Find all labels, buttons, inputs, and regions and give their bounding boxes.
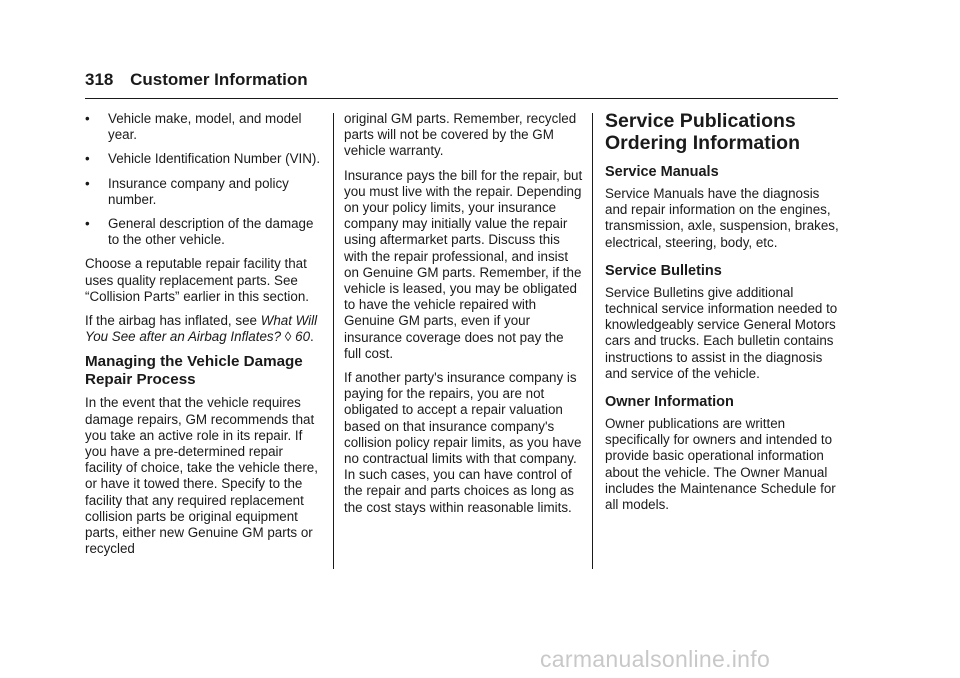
list-item: • Vehicle Identification Number (VIN). — [85, 151, 321, 167]
page-header — [85, 70, 308, 90]
paragraph: original GM parts. Remember, recycled parts will not be covered by the GM vehicle warranty. — [344, 111, 577, 159]
paragraph: Owner publications are written specifically for owners and intended to provide basic operational information about the vehicle. The Owner Manual includes the Maintenance Schedule for all models. — [605, 416, 836, 513]
column-divider — [592, 113, 593, 569]
watermark: carmanualsonline.info — [540, 646, 771, 672]
subsection-heading: Owner Information — [605, 394, 734, 411]
list-item: • Insurance company and policy number. — [85, 175, 289, 207]
bullet-marker: • — [85, 175, 90, 191]
column-2 — [344, 111, 584, 524]
subsection-heading: Service Manuals — [605, 164, 719, 180]
paragraph: If another party's insurance company is paying for the repairs, you are not obligated to accept a repair valuation based on that insurance company's collision policy repair limits, as you have no contractual limits with that company. In such cases, you can have control of the repair and parts choices as long as the cost stays within reasonable limits. — [344, 370, 582, 515]
bullet-marker: • — [85, 111, 90, 126]
paragraph: Insurance pays the bill for the repair, but you must live with the repair. Depending on your policy limits, your insurance company may initially value the repair using aftermarket parts. Discuss this with the repair professional, and insist on Genuine GM parts. Remember, if the vehicle is leased, you may be obligated to have the vehicle repaired with Genuine GM parts, even if your insurance coverage does not pay the full cost. — [344, 167, 583, 361]
column-divider — [333, 113, 334, 569]
column-1 — [85, 111, 323, 565]
bullet-marker: • — [85, 151, 90, 167]
page-number: 318 — [85, 70, 114, 89]
paragraph: Service Manuals have the diagnosis and repair information on the engines, transmission, axle, suspension, brakes, electrical, steering, body, etc. — [605, 186, 839, 250]
page-reference-icon: ◊ — [284, 329, 292, 345]
section-heading: Managing the Vehicle Damage Repair Process — [85, 353, 303, 389]
bullet-marker: • — [85, 216, 90, 232]
paragraph-airbag-reference: If the airbag has inflated, see What Will You See after an Airbag Inflates? ◊ 60. — [85, 313, 318, 345]
list-item: • General description of the damage to the other vehicle. — [85, 216, 314, 248]
header-rule — [85, 98, 838, 99]
paragraph: In the event that the vehicle requires damage repairs, GM recommends that you take an active role in its repair. If you have a pre-determined repair facility of choice, take the vehicle there, or have it towed there. Specify to the facility that any required replacement collision parts be original equipment parts, either new Genuine GM parts or recycled — [85, 395, 318, 557]
list-item: • Vehicle make, model, and model year. — [85, 111, 302, 143]
column-3 — [605, 110, 841, 521]
paragraph: Service Bulletins give additional technical service information needed to knowledgeably service General Motors cars and trucks. Each bulletin contains instructions to assist in the diagnosis and service of the vehicle. — [605, 284, 838, 381]
section-title: Customer Information — [130, 70, 308, 89]
page-reference[interactable]: 60 — [295, 329, 311, 345]
chapter-title: Service Publications Ordering Information — [605, 110, 800, 154]
cross-reference-link[interactable]: What Will You See after an Airbag Inflates? — [85, 313, 318, 345]
paragraph: Choose a reputable repair facility that uses quality replacement parts. See “Collision Parts” earlier in this section. — [85, 256, 309, 304]
subsection-heading: Service Bulletins — [605, 262, 722, 279]
